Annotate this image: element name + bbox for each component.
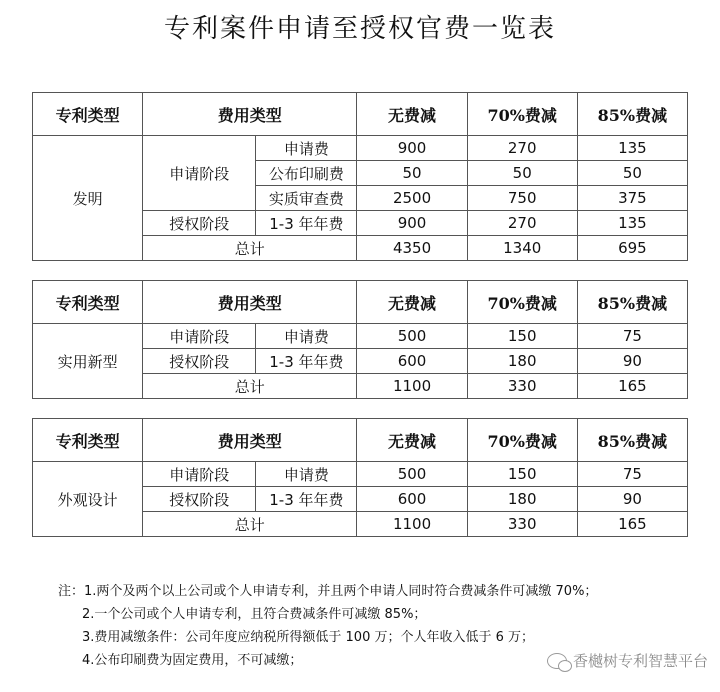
header-70-reduction: 70%费减 bbox=[467, 93, 577, 136]
value-cell: 750 bbox=[467, 186, 577, 211]
patent-type-cell: 外观设计 bbox=[33, 462, 143, 537]
watermark bbox=[547, 650, 708, 671]
table-row bbox=[33, 324, 688, 349]
total-label: 总计 bbox=[143, 374, 357, 399]
stage-cell: 授权阶段 bbox=[143, 487, 256, 512]
value-cell: 180 bbox=[467, 487, 577, 512]
total-value: 165 bbox=[577, 374, 687, 399]
fee-item-cell: 申请费 bbox=[256, 136, 357, 161]
table-row bbox=[33, 136, 688, 161]
value-cell: 150 bbox=[467, 462, 577, 487]
value-cell: 135 bbox=[577, 136, 687, 161]
value-cell: 75 bbox=[577, 462, 687, 487]
note-line: 2.一个公司或个人申请专利，且符合费减条件可减缴 85%； bbox=[82, 607, 427, 622]
fee-item-cell: 实质审查费 bbox=[256, 186, 357, 211]
header-fee-type: 费用类型 bbox=[143, 281, 357, 324]
stage-cell: 授权阶段 bbox=[143, 211, 256, 236]
header-no-reduction: 无费减 bbox=[357, 93, 467, 136]
value-cell: 270 bbox=[467, 211, 577, 236]
value-cell: 50 bbox=[467, 161, 577, 186]
value-cell: 500 bbox=[357, 324, 467, 349]
fee-item-cell: 申请费 bbox=[256, 462, 357, 487]
note-line: 3.费用减缴条件：公司年度应纳税所得额低于 100 万；个人年收入低于 6 万； bbox=[82, 630, 535, 645]
value-cell: 50 bbox=[357, 161, 467, 186]
value-cell: 375 bbox=[577, 186, 687, 211]
fee-item-cell: 1-3 年年费 bbox=[256, 211, 357, 236]
total-label: 总计 bbox=[143, 236, 357, 261]
fee-item-cell: 1-3 年年费 bbox=[256, 487, 357, 512]
total-value: 330 bbox=[467, 512, 577, 537]
value-cell: 500 bbox=[357, 462, 467, 487]
value-cell: 270 bbox=[467, 136, 577, 161]
header-patent-type: 专利类型 bbox=[33, 419, 143, 462]
value-cell: 150 bbox=[467, 324, 577, 349]
stage-cell: 授权阶段 bbox=[143, 349, 256, 374]
invention-fee-table bbox=[32, 92, 688, 261]
total-label: 总计 bbox=[143, 512, 357, 537]
header-no-reduction: 无费减 bbox=[357, 419, 467, 462]
value-cell: 2500 bbox=[357, 186, 467, 211]
patent-type-cell: 实用新型 bbox=[33, 324, 143, 399]
value-cell: 135 bbox=[577, 211, 687, 236]
header-85-reduction: 85%费减 bbox=[577, 93, 687, 136]
value-cell: 600 bbox=[357, 349, 467, 374]
total-value: 4350 bbox=[357, 236, 467, 261]
header-patent-type: 专利类型 bbox=[33, 93, 143, 136]
total-value: 1100 bbox=[357, 374, 467, 399]
page-title: 专利案件申请至授权官费一览表 bbox=[163, 14, 556, 44]
stage-cell: 申请阶段 bbox=[143, 136, 256, 211]
stage-cell: 申请阶段 bbox=[143, 324, 256, 349]
header-70-reduction: 70%费减 bbox=[467, 281, 577, 324]
header-fee-type: 费用类型 bbox=[143, 419, 357, 462]
stage-cell: 申请阶段 bbox=[143, 462, 256, 487]
total-value: 1100 bbox=[357, 512, 467, 537]
header-85-reduction: 85%费减 bbox=[577, 419, 687, 462]
note-line: 注：1.两个及两个以上公司或个人申请专利，并且两个申请人同时符合费减条件可减缴 70%； bbox=[58, 584, 598, 599]
fee-item-cell: 公布印刷费 bbox=[256, 161, 357, 186]
header-no-reduction: 无费减 bbox=[357, 281, 467, 324]
watermark-text: 香樾树专利智慧平台 bbox=[572, 652, 708, 670]
value-cell: 900 bbox=[357, 211, 467, 236]
header-patent-type: 专利类型 bbox=[33, 281, 143, 324]
note-line: 4.公布印刷费为固定费用，不可减缴； bbox=[82, 653, 303, 668]
header-70-reduction: 70%费减 bbox=[467, 419, 577, 462]
value-cell: 600 bbox=[357, 487, 467, 512]
wechat-icon bbox=[547, 653, 567, 669]
value-cell: 900 bbox=[357, 136, 467, 161]
value-cell: 180 bbox=[467, 349, 577, 374]
design-fee-table bbox=[32, 418, 688, 537]
header-fee-type: 费用类型 bbox=[143, 93, 357, 136]
value-cell: 75 bbox=[577, 324, 687, 349]
total-value: 695 bbox=[577, 236, 687, 261]
fee-item-cell: 1-3 年年费 bbox=[256, 349, 357, 374]
value-cell: 90 bbox=[577, 349, 687, 374]
fee-item-cell: 申请费 bbox=[256, 324, 357, 349]
patent-type-cell: 发明 bbox=[33, 136, 143, 261]
table-row bbox=[33, 462, 688, 487]
header-85-reduction: 85%费减 bbox=[577, 281, 687, 324]
total-value: 1340 bbox=[467, 236, 577, 261]
total-value: 330 bbox=[467, 374, 577, 399]
utility-fee-table bbox=[32, 280, 688, 399]
value-cell: 50 bbox=[577, 161, 687, 186]
total-value: 165 bbox=[577, 512, 687, 537]
value-cell: 90 bbox=[577, 487, 687, 512]
